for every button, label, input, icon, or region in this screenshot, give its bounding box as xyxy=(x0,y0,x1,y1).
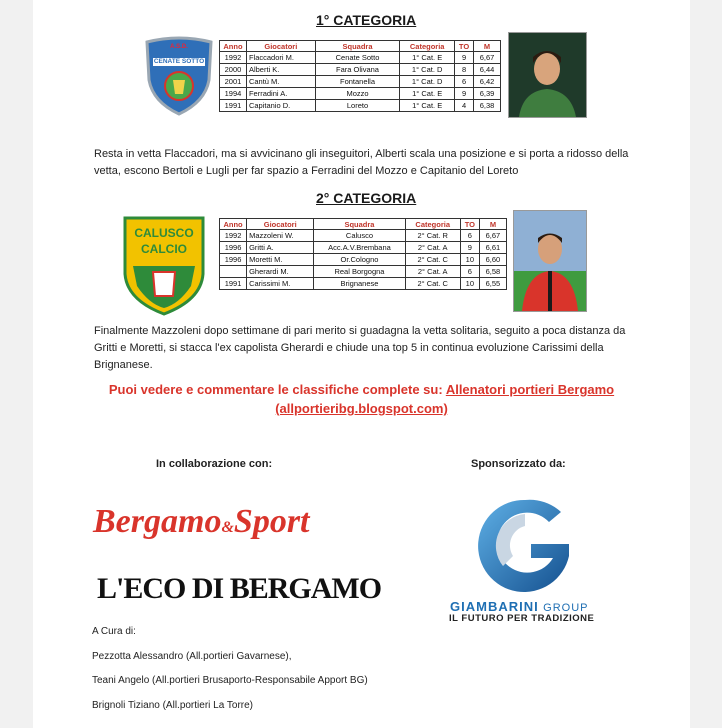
col-m: M xyxy=(474,41,501,52)
promo-url-link[interactable]: (allportieribg.blogspot.com) xyxy=(275,401,448,416)
cat1-paragraph: Resta in vetta Flaccadori, ma si avvicinano gli inseguitori, Alberti scala una posizione e si porta a ridosso della vetta, escono Bertoli e Lugli per far spazio a Ferradini del Mozzo e Capitanio del Loreto xyxy=(94,148,629,177)
cell: 6,44 xyxy=(474,64,501,76)
player-photo-flaccadori xyxy=(508,32,587,118)
credit-line: Brignoli Tiziano (All.portieri La Torre) xyxy=(92,700,253,711)
promo-url xyxy=(63,401,660,416)
promo-link[interactable]: Allenatori portieri Bergamo xyxy=(445,382,615,397)
player-photo-mazzoleni xyxy=(513,210,587,312)
cell: 1° Cat. E xyxy=(400,88,455,100)
cenate-badge-name: CENATE SOTTO xyxy=(153,58,205,65)
cell: 6,58 xyxy=(479,266,506,278)
giambarini-tagline: IL FUTURO PER TRADIZIONE xyxy=(449,613,595,624)
cell: 1° Cat. E xyxy=(400,100,455,112)
giambarini-g-icon xyxy=(473,496,578,596)
table-header-row xyxy=(220,219,507,230)
cell: 2° Cat. C xyxy=(405,278,460,290)
cell: 2° Cat. R xyxy=(405,230,460,242)
cell: Mozzo xyxy=(315,88,400,100)
table-row xyxy=(220,242,507,254)
eco-di-bergamo-logo: L'ECO DI BERGAMO xyxy=(97,572,382,605)
bergamo-sport-word1: Bergamo xyxy=(93,503,222,540)
table-row xyxy=(220,278,507,290)
credit-line: Teani Angelo (All.portieri Brusaporto-Responsabile Apport BG) xyxy=(92,675,368,686)
col-anno: Anno xyxy=(220,219,247,230)
cell: Real Borgogna xyxy=(314,266,405,278)
table-row xyxy=(220,76,501,88)
cell: Flaccadori M. xyxy=(246,52,315,64)
bergamo-sport-logo xyxy=(93,503,408,551)
calusco-badge-line1: CALUSCO xyxy=(134,226,194,240)
col-giocatori: Giocatori xyxy=(246,41,315,52)
credit-line: Pezzotta Alessandro (All.portieri Gavarnese), xyxy=(92,651,292,662)
cell: Ferradini A. xyxy=(246,88,315,100)
cell: 1° Cat. E xyxy=(400,52,455,64)
cell: 6,67 xyxy=(479,230,506,242)
cell: Fontanella xyxy=(315,76,400,88)
cell: 9 xyxy=(455,88,474,100)
cell: 6,61 xyxy=(479,242,506,254)
bergamo-sport-word2: Sport xyxy=(233,503,310,540)
cell: 1992 xyxy=(220,230,247,242)
promo-lead: Puoi vedere e commentare le classifiche complete su: xyxy=(108,382,443,397)
cell: 1992 xyxy=(220,52,247,64)
cell: 1994 xyxy=(220,88,247,100)
credits-heading: A Cura di: xyxy=(92,626,136,637)
giambarini-group: GROUP xyxy=(543,602,589,614)
table-row xyxy=(220,254,507,266)
cell: 6,42 xyxy=(474,76,501,88)
cell: 10 xyxy=(460,254,479,266)
cell: Gritti A. xyxy=(247,242,314,254)
cell: 2° Cat. A xyxy=(405,242,460,254)
cell: Moretti M. xyxy=(247,254,314,266)
cell: 2° Cat. C xyxy=(405,254,460,266)
cell: Carissimi M. xyxy=(247,278,314,290)
table-header-row xyxy=(220,41,501,52)
cell: Brignanese xyxy=(314,278,405,290)
table-row xyxy=(220,64,501,76)
cell: Loreto xyxy=(315,100,400,112)
cell: Cenate Sotto xyxy=(315,52,400,64)
col-to: TO xyxy=(455,41,474,52)
cell: Mazzoleni W. xyxy=(247,230,314,242)
giambarini-name: GIAMBARINI xyxy=(450,599,539,614)
col-categoria: Categoria xyxy=(405,219,460,230)
cell: 8 xyxy=(455,64,474,76)
cell: 6,60 xyxy=(479,254,506,266)
col-categoria: Categoria xyxy=(400,41,455,52)
cat2-title: 2° CATEGORIA xyxy=(316,190,417,206)
cell: 1991 xyxy=(220,100,247,112)
cat2-paragraph: Finalmente Mazzoleni dopo settimane di pari merito si guadagna la vetta solitaria, seguito a poca distanza da Gritti e Moretti, si stacca l'ex capolista Gherardi e chiude una top 5 in continua evoluzione Carissimi della Brignanese. xyxy=(94,325,626,371)
cell: 6 xyxy=(460,230,479,242)
cell: 6,39 xyxy=(474,88,501,100)
cell: 1991 xyxy=(220,278,247,290)
cell: 6,38 xyxy=(474,100,501,112)
cell: 6,55 xyxy=(479,278,506,290)
cell: 6,67 xyxy=(474,52,501,64)
calusco-calcio-badge xyxy=(123,216,205,316)
cell: Fara Olivana xyxy=(315,64,400,76)
table-row xyxy=(220,266,507,278)
cat1-table xyxy=(219,40,501,112)
bergamo-sport-amp: & xyxy=(221,519,234,536)
col-to: TO xyxy=(460,219,479,230)
table-row xyxy=(220,88,501,100)
cell: 4 xyxy=(455,100,474,112)
cenate-sotto-badge xyxy=(143,36,215,116)
cell: Cantù M. xyxy=(246,76,315,88)
cell: 6 xyxy=(460,266,479,278)
cenate-badge-top: A.S.D. xyxy=(170,44,188,50)
cell: Acc.A.V.Brembana xyxy=(314,242,405,254)
sponsor-label: Sponsorizzato da: xyxy=(471,458,566,470)
cell: 2000 xyxy=(220,64,247,76)
cell: Alberti K. xyxy=(246,64,315,76)
cell: Capitanio D. xyxy=(246,100,315,112)
cell: 1996 xyxy=(220,242,247,254)
cell: 10 xyxy=(460,278,479,290)
col-m: M xyxy=(479,219,506,230)
cell: 2001 xyxy=(220,76,247,88)
table-row xyxy=(220,52,501,64)
cell: 9 xyxy=(455,52,474,64)
cell: 1996 xyxy=(220,254,247,266)
calusco-badge-line2: CALCIO xyxy=(141,242,187,256)
document-page xyxy=(33,0,690,728)
promo-text xyxy=(63,382,660,397)
table-row xyxy=(220,100,501,112)
cell: Calusco xyxy=(314,230,405,242)
col-giocatori: Giocatori xyxy=(247,219,314,230)
cell xyxy=(220,266,247,278)
cat2-table xyxy=(219,218,507,290)
cell: 2° Cat. A xyxy=(405,266,460,278)
cell: Gherardi M. xyxy=(247,266,314,278)
cell: 1° Cat. D xyxy=(400,64,455,76)
collab-label: In collaborazione con: xyxy=(156,458,273,470)
cell: 9 xyxy=(460,242,479,254)
cat1-title: 1° CATEGORIA xyxy=(316,12,417,28)
cell: 1° Cat. D xyxy=(400,76,455,88)
table-row xyxy=(220,230,507,242)
cell: Or.Cologno xyxy=(314,254,405,266)
col-anno: Anno xyxy=(220,41,247,52)
col-squadra: Squadra xyxy=(315,41,400,52)
cell: 6 xyxy=(455,76,474,88)
col-squadra: Squadra xyxy=(314,219,405,230)
